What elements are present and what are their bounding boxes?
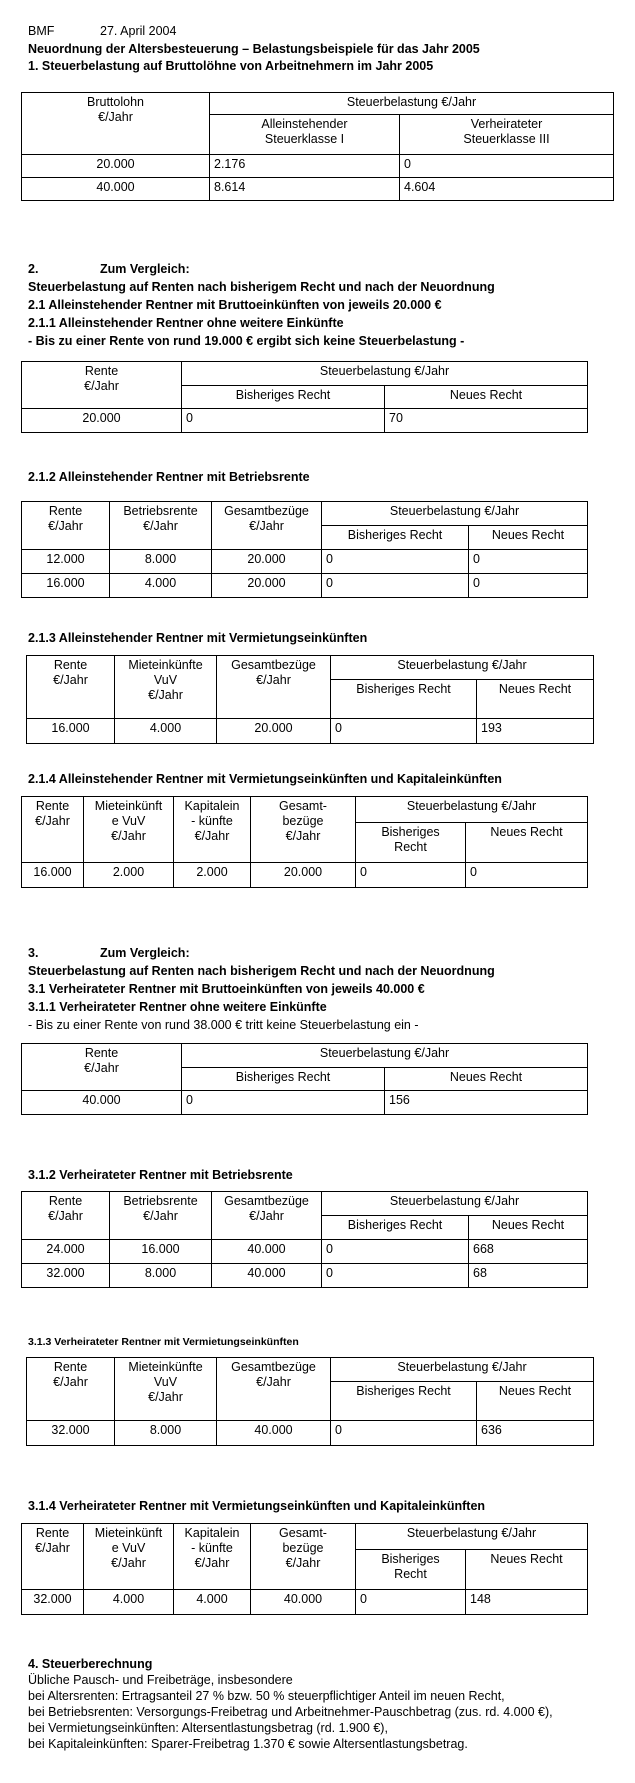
table-row xyxy=(22,1590,588,1615)
section-4 xyxy=(28,1656,553,1752)
section-2-line-3: 2.1.1 Alleinstehender Rentner ohne weitere Einkünfte xyxy=(28,316,344,330)
cell: 16.000 xyxy=(110,1240,212,1264)
section-3-line-3: 3.1.1 Verheirateter Rentner ohne weitere Einkünfte xyxy=(28,1000,327,1014)
col-header-steuerbelastung: Steuerbelastung €/Jahr xyxy=(356,1524,588,1550)
section-3-number: 3. xyxy=(28,946,39,960)
header-date: 27. April 2004 xyxy=(100,24,177,38)
cell: 32.000 xyxy=(22,1590,84,1615)
col-header-gesamtbezuege: Gesamt- bezüge €/Jahr xyxy=(251,1524,356,1590)
cell: 40.000 xyxy=(212,1264,322,1288)
col-header-rente: Rente €/Jahr xyxy=(27,656,115,719)
col-header-neues-recht: Neues Recht xyxy=(477,680,594,719)
col-header-steuerbelastung: Steuerbelastung €/Jahr xyxy=(322,1192,588,1216)
table-2-1-3 xyxy=(26,655,594,744)
col-header-steuerbelastung: Steuerbelastung €/Jahr xyxy=(331,656,594,680)
col-header-neues-recht: Neues Recht xyxy=(469,1216,588,1240)
cell: 8.000 xyxy=(110,550,212,574)
table-3-1-3 xyxy=(26,1357,594,1446)
cell: 0 xyxy=(182,1091,385,1115)
cell: 68 xyxy=(469,1264,588,1288)
cell: 4.000 xyxy=(110,574,212,598)
table-row xyxy=(22,155,614,178)
col-header-rente: Rente €/Jahr xyxy=(22,797,84,863)
col-header-gesamtbezuege: Gesamtbezüge €/Jahr xyxy=(212,1192,322,1240)
col-header-bisheriges-recht: Bisheriges Recht xyxy=(182,386,385,409)
cell: 0 xyxy=(400,155,614,178)
col-header-betriebsrente: Betriebsrente €/Jahr xyxy=(110,502,212,550)
cell: 0 xyxy=(469,574,588,598)
col-header-bisheriges-recht: Bisheriges Recht xyxy=(356,1550,466,1590)
cell: 8.614 xyxy=(210,178,400,201)
table-3-1-2 xyxy=(21,1191,588,1288)
cell: 4.604 xyxy=(400,178,614,201)
cell: 8.000 xyxy=(115,1421,217,1446)
col-header-verheirateter: Verheirateter Steuerklasse III xyxy=(400,115,614,155)
cell: 0 xyxy=(356,1590,466,1615)
cell: 0 xyxy=(331,1421,477,1446)
header-org: BMF xyxy=(28,24,55,38)
section-3-line-2: 3.1 Verheirateter Rentner mit Bruttoeinkünften von jeweils 40.000 € xyxy=(28,982,425,996)
table-row xyxy=(27,719,594,744)
table-row xyxy=(27,1421,594,1446)
col-header-rente: Rente €/Jahr xyxy=(27,1358,115,1421)
table-row xyxy=(22,550,588,574)
cell: 8.000 xyxy=(110,1264,212,1288)
col-header-steuerbelastung: Steuerbelastung €/Jahr xyxy=(356,797,588,823)
cell: 0 xyxy=(322,550,469,574)
cell: 4.000 xyxy=(84,1590,174,1615)
cell: 20.000 xyxy=(217,719,331,744)
col-header-bisheriges-recht: Bisheriges Recht xyxy=(322,1216,469,1240)
col-header-neues-recht: Neues Recht xyxy=(469,526,588,550)
col-header-rente: Rente €/Jahr xyxy=(22,1524,84,1590)
section-4-heading: 4. Steuerberechnung xyxy=(28,1657,153,1671)
cell: 16.000 xyxy=(22,574,110,598)
col-header-gesamtbezuege: Gesamtbezüge €/Jahr xyxy=(217,656,331,719)
section-3-label: Zum Vergleich: xyxy=(100,946,190,960)
section-4-line: bei Kapitaleinkünften: Sparer-Freibetrag 1.370 € sowie Altersentlastungsbetrag. xyxy=(28,1737,468,1751)
cell: 4.000 xyxy=(174,1590,251,1615)
col-header-mieteinkuenfte: Mieteinkünft e VuV €/Jahr xyxy=(84,1524,174,1590)
section-2-line-4: - Bis zu einer Rente von rund 19.000 € ergibt sich keine Steuerbelastung - xyxy=(28,334,465,348)
col-header-bruttolohn: Bruttolohn €/Jahr xyxy=(22,93,210,155)
cell: 20.000 xyxy=(22,155,210,178)
cell: 20.000 xyxy=(212,550,322,574)
col-header-neues-recht: Neues Recht xyxy=(477,1382,594,1421)
table-row xyxy=(22,409,588,433)
cell: 20.000 xyxy=(212,574,322,598)
cell: 70 xyxy=(385,409,588,433)
section-1-heading: 1. Steuerbelastung auf Bruttolöhne von Arbeitnehmern im Jahr 2005 xyxy=(28,59,434,73)
cell: 636 xyxy=(477,1421,594,1446)
section-2-line-1: Steuerbelastung auf Renten nach bisherigem Recht und nach der Neuordnung xyxy=(28,280,495,294)
heading-3-1-4: 3.1.4 Verheirateter Rentner mit Vermietungseinkünften und Kapitaleinkünften xyxy=(28,1499,486,1513)
cell: 0 xyxy=(322,1240,469,1264)
cell: 0 xyxy=(322,574,469,598)
cell: 24.000 xyxy=(22,1240,110,1264)
section-4-line: bei Betriebsrenten: Versorgungs-Freibetrag und Arbeitnehmer-Pauschbetrag (zus. rd. 4.000 €), xyxy=(28,1705,553,1719)
section-2-label: Zum Vergleich: xyxy=(100,262,190,276)
cell: 20.000 xyxy=(22,409,182,433)
cell: 0 xyxy=(182,409,385,433)
col-header-steuerbelastung: Steuerbelastung €/Jahr xyxy=(331,1358,594,1382)
col-header-gesamtbezuege: Gesamtbezüge €/Jahr xyxy=(217,1358,331,1421)
col-header-steuerbelastung: Steuerbelastung €/Jahr xyxy=(322,502,588,526)
col-header-betriebsrente: Betriebsrente €/Jahr xyxy=(110,1192,212,1240)
table-3-1-1 xyxy=(21,1043,588,1115)
cell: 668 xyxy=(469,1240,588,1264)
table-bruttolohn xyxy=(21,92,614,201)
col-header-steuerbelastung: Steuerbelastung €/Jahr xyxy=(210,93,614,115)
cell: 40.000 xyxy=(22,1091,182,1115)
section-4-line: bei Altersrenten: Ertragsanteil 27 % bzw. 50 % steuerpflichtiger Anteil im neuen Recht, xyxy=(28,1689,505,1703)
cell: 32.000 xyxy=(22,1264,110,1288)
section-4-line: bei Vermietungseinkünften: Altersentlastungsbetrag (rd. 1.900 €), xyxy=(28,1721,388,1735)
heading-3-1-3: 3.1.3 Verheirateter Rentner mit Vermietungseinkünften xyxy=(28,1336,299,1348)
cell: 12.000 xyxy=(22,550,110,574)
col-header-bisheriges-recht: Bisheriges Recht xyxy=(322,526,469,550)
col-header-steuerbelastung: Steuerbelastung €/Jahr xyxy=(182,1044,588,1068)
cell: 20.000 xyxy=(251,863,356,888)
cell: 2.176 xyxy=(210,155,400,178)
cell: 40.000 xyxy=(22,178,210,201)
table-2-1-2 xyxy=(21,501,588,598)
section-3-line-4: - Bis zu einer Rente von rund 38.000 € tritt keine Steuerbelastung ein - xyxy=(28,1018,419,1032)
col-header-rente: Rente €/Jahr xyxy=(22,362,182,409)
col-header-mieteinkuenfte: Mieteinkünfte VuV €/Jahr xyxy=(115,656,217,719)
col-header-neues-recht: Neues Recht xyxy=(466,823,588,863)
section-2-line-2: 2.1 Alleinstehender Rentner mit Bruttoeinkünften von jeweils 20.000 € xyxy=(28,298,442,312)
table-row xyxy=(22,178,614,201)
cell: 40.000 xyxy=(251,1590,356,1615)
cell: 40.000 xyxy=(212,1240,322,1264)
cell: 40.000 xyxy=(217,1421,331,1446)
col-header-rente: Rente €/Jahr xyxy=(22,502,110,550)
col-header-bisheriges-recht: Bisheriges Recht xyxy=(356,823,466,863)
heading-2-1-2: 2.1.2 Alleinstehender Rentner mit Betriebsrente xyxy=(28,470,310,484)
section-2-number: 2. xyxy=(28,262,39,276)
table-3-1-4 xyxy=(21,1523,588,1615)
col-header-mieteinkuenfte: Mieteinkünfte VuV €/Jahr xyxy=(115,1358,217,1421)
section-4-line: Übliche Pausch- und Freibeträge, insbesondere xyxy=(28,1673,293,1687)
cell: 0 xyxy=(331,719,477,744)
cell: 0 xyxy=(466,863,588,888)
col-header-kapitaleinkuenfte: Kapitalein - künfte €/Jahr xyxy=(174,1524,251,1590)
cell: 16.000 xyxy=(27,719,115,744)
section-3-line-1: Steuerbelastung auf Renten nach bisherigem Recht und nach der Neuordnung xyxy=(28,964,495,978)
col-header-bisheriges-recht: Bisheriges Recht xyxy=(331,680,477,719)
cell: 0 xyxy=(322,1264,469,1288)
col-header-gesamtbezuege: Gesamtbezüge €/Jahr xyxy=(212,502,322,550)
table-row xyxy=(22,1091,588,1115)
col-header-kapitaleinkuenfte: Kapitalein - künfte €/Jahr xyxy=(174,797,251,863)
cell: 0 xyxy=(469,550,588,574)
col-header-neues-recht: Neues Recht xyxy=(385,1068,588,1091)
col-header-mieteinkuenfte: Mieteinkünft e VuV €/Jahr xyxy=(84,797,174,863)
cell: 4.000 xyxy=(115,719,217,744)
cell: 2.000 xyxy=(84,863,174,888)
col-header-gesamtbezuege: Gesamt- bezüge €/Jahr xyxy=(251,797,356,863)
cell: 0 xyxy=(356,863,466,888)
cell: 16.000 xyxy=(22,863,84,888)
table-row xyxy=(22,1264,588,1288)
table-row xyxy=(22,863,588,888)
document-title: Neuordnung der Altersbesteuerung – Belastungsbeispiele für das Jahr 2005 xyxy=(28,42,480,56)
cell: 156 xyxy=(385,1091,588,1115)
cell: 32.000 xyxy=(27,1421,115,1446)
heading-2-1-3: 2.1.3 Alleinstehender Rentner mit Vermietungseinkünften xyxy=(28,631,368,645)
table-row xyxy=(22,574,588,598)
col-header-steuerbelastung: Steuerbelastung €/Jahr xyxy=(182,362,588,386)
table-2-1-4 xyxy=(21,796,588,888)
cell: 148 xyxy=(466,1590,588,1615)
col-header-rente: Rente €/Jahr xyxy=(22,1192,110,1240)
col-header-rente: Rente €/Jahr xyxy=(22,1044,182,1091)
table-2-1-1 xyxy=(21,361,588,433)
heading-3-1-2: 3.1.2 Verheirateter Rentner mit Betriebsrente xyxy=(28,1168,293,1182)
col-header-neues-recht: Neues Recht xyxy=(385,386,588,409)
col-header-neues-recht: Neues Recht xyxy=(466,1550,588,1590)
col-header-bisheriges-recht: Bisheriges Recht xyxy=(331,1382,477,1421)
col-header-bisheriges-recht: Bisheriges Recht xyxy=(182,1068,385,1091)
table-row xyxy=(22,1240,588,1264)
cell: 193 xyxy=(477,719,594,744)
col-header-alleinstehender: Alleinstehender Steuerklasse I xyxy=(210,115,400,155)
cell: 2.000 xyxy=(174,863,251,888)
heading-2-1-4: 2.1.4 Alleinstehender Rentner mit Vermietungseinkünften und Kapitaleinkünften xyxy=(28,772,502,786)
